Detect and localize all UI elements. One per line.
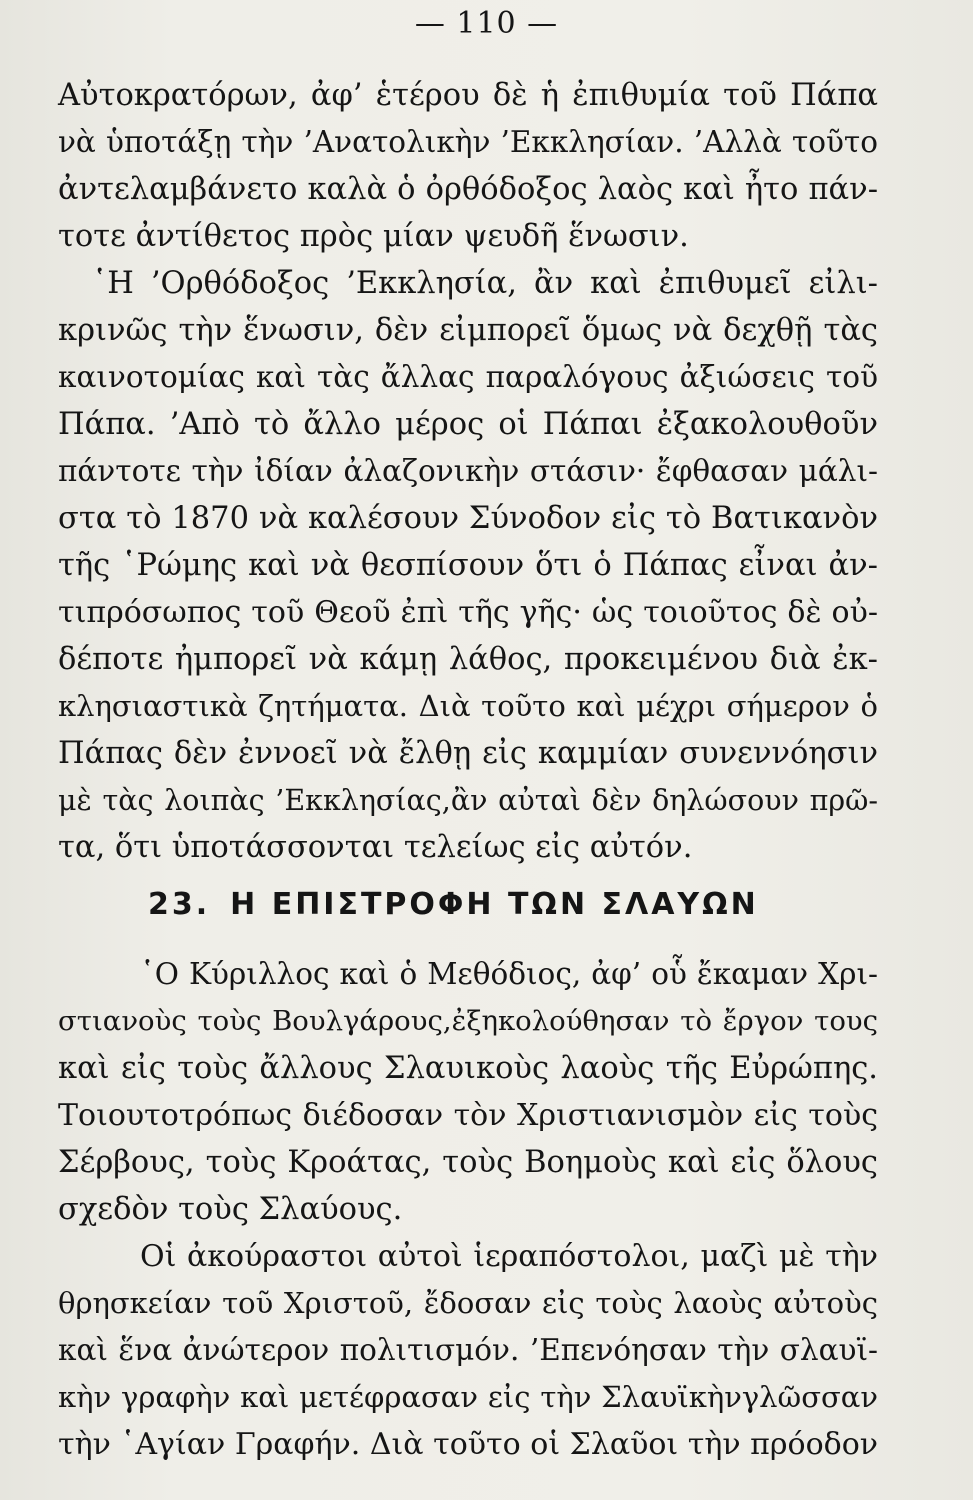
text-line: Πάπας δὲν ἐννοεῖ νὰ ἔλθῃ εἰς καμμίαν συνεννόησιν [58, 736, 878, 771]
text-line: τιπρόσωπος τοῦ Θεοῦ ἐπὶ τῆς γῆς· ὡς τοιοῦτος δὲ οὐ- [58, 595, 878, 630]
text-line: καὶ εἰς τοὺς ἄλλους Σλαυικοὺς λαοὺς τῆς Εὐρώπης. [58, 1051, 878, 1086]
text-line: Οἱ ἀκούραστοι αὐτοὶ ἱεραπόστολοι, μαζὶ μὲ τὴν [140, 1239, 878, 1274]
text-line: καινοτομίας καὶ τὰς ἄλλας παραλόγους ἀξιώσεις τοῦ [58, 360, 878, 394]
section-number: 23. [148, 887, 211, 922]
text-line: σχεδὸν τοὺς Σλαύους. [58, 1192, 403, 1227]
text-line: ἀντελαμβάνετο καλὰ ὁ ὀρθόδοξος λαὸς καὶ ἦτο πάν- [58, 172, 878, 207]
text-line: κρινῶς τὴν ἕνωσιν, δὲν εἰμπορεῖ ὅμως νὰ δεχθῇ τὰς [58, 313, 878, 348]
text-line: καὶ ἕνα ἀνώτερον πολιτισμόν. ’Επενόησαν τὴν σλαυϊ- [58, 1333, 878, 1367]
text-line: θρησκείαν τοῦ Χριστοῦ, ἔδοσαν εἰς τοὺς λαοὺς αὐτοὺς [58, 1286, 878, 1320]
text-line: τα, ὅτι ὑποτάσσονται τελείως εἰς αὐτόν. [58, 830, 693, 865]
text-line: Αὐτοκρατόρων, ἀφ’ ἑτέρου δὲ ἡ ἐπιθυμία τοῦ Πάπα [58, 78, 878, 113]
text-line: κὴν γραφὴν καὶ μετέφρασαν εἰς τὴν Σλαυϊκὴνγλῶσσαν [58, 1380, 878, 1414]
text-line: ῾Ο Κύριλλος καὶ ὁ Μεθόδιος, ἀφ’ οὗ ἔκαμαν Χρι- [140, 957, 878, 991]
section-heading [148, 887, 759, 922]
text-line: Σέρβους, τοὺς Κροάτας, τοὺς Βοημοὺς καὶ εἰς ὅλους [58, 1145, 878, 1180]
text-line: στιανοὺς τοὺς Βουλγάρους,ἐξηκολούθησαν τὸ ἔργον τους [58, 1005, 878, 1037]
text-line: δέποτε ἠμπορεῖ νὰ κάμῃ λάθος, προκειμένου διὰ ἐκ- [58, 642, 878, 677]
text-line: μὲ τὰς λοιπὰς ’Εκκλησίας,ἂν αὐταὶ δὲν δηλώσουν πρῶ- [58, 784, 878, 817]
text-line: κλησιαστικὰ ζητήματα. Διὰ τοῦτο καὶ μέχρι σήμερον ὁ [58, 689, 878, 723]
text-line: νὰ ὑποτάξῃ τὴν ’Ανατολικὴν ’Εκκλησίαν. ’Αλλὰ τοῦτο [58, 125, 878, 159]
text-line: Πάπα. ’Απὸ τὸ ἄλλο μέρος οἱ Πάπαι ἐξακολουθοῦν [58, 407, 878, 442]
text-line: στα τὸ 1870 νὰ καλέσουν Σύνοδον εἰς τὸ Βατικανὸν [58, 501, 878, 536]
page-number: — 110 — [414, 6, 559, 41]
text-line: τοτε ἀντίθετος πρὸς μίαν ψευδῆ ἕνωσιν. [58, 219, 689, 254]
text-line: ῾Η ’Ορθόδοξος ’Εκκλησία, ἂν καὶ ἐπιθυμεῖ εἰλι- [92, 266, 878, 301]
text-line: πάντοτε τὴν ἰδίαν ἀλαζονικὴν στάσιν· ἔφθασαν μάλι- [58, 454, 878, 488]
text-line: Τοιουτοτρόπως διέδοσαν τὸν Χριστιανισμὸν εἰς τοὺς [58, 1098, 878, 1133]
section-title: Η ΕΠΙΣΤΡΟΦΗ ΤΩΝ ΣΛΑΥΩΝ [230, 887, 759, 922]
text-line: τῆς ῾Ρώμης καὶ νὰ θεσπίσουν ὅτι ὁ Πάπας εἶναι ἀν- [58, 548, 878, 583]
text-line: τὴν ῾Αγίαν Γραφήν. Διὰ τοῦτο οἱ Σλαῦοι τὴν πρόοδον [58, 1427, 878, 1462]
